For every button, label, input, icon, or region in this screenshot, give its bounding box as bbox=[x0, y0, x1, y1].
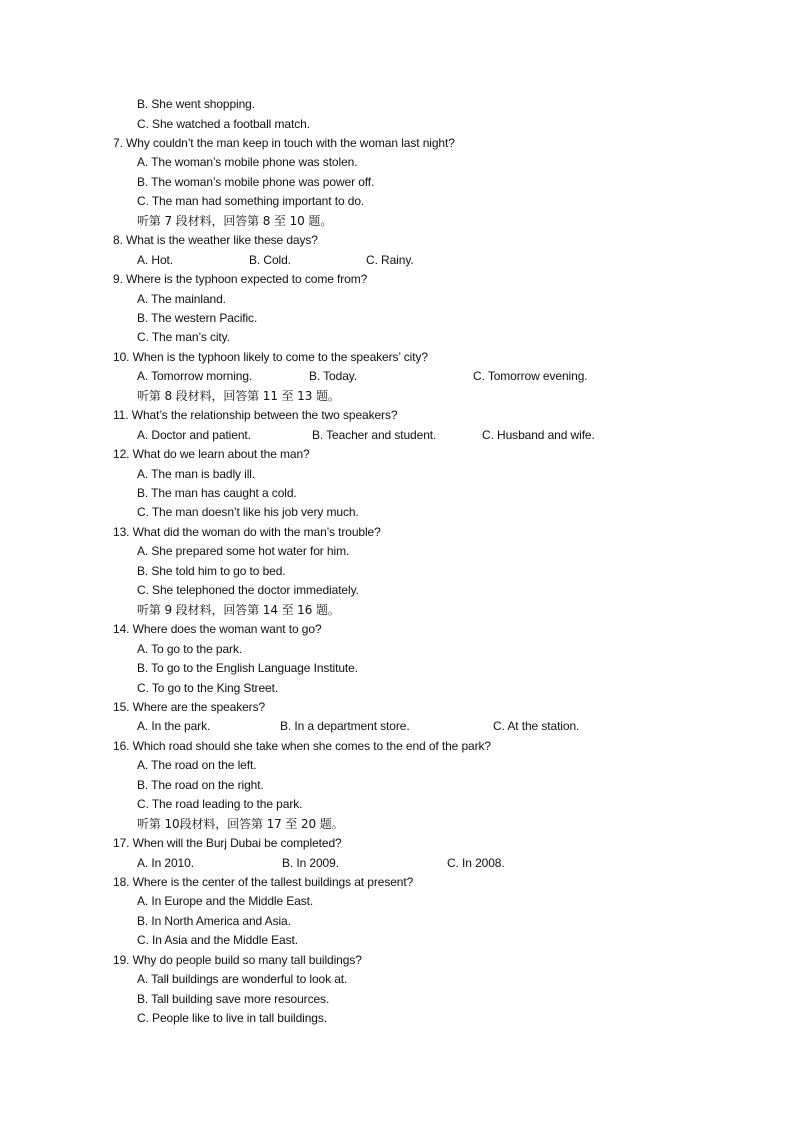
option-text: A. In the park. bbox=[137, 719, 211, 734]
option-line bbox=[0, 679, 794, 697]
option-line bbox=[0, 328, 794, 346]
question-text: 8. What is the weather like these days? bbox=[113, 233, 318, 248]
option-text: A. The road on the left. bbox=[137, 758, 257, 773]
option-line bbox=[0, 717, 794, 735]
option-line bbox=[0, 659, 794, 677]
option-line bbox=[0, 426, 794, 444]
section-instruction bbox=[0, 212, 794, 230]
option-line bbox=[0, 912, 794, 930]
option-text: A. In Europe and the Middle East. bbox=[137, 894, 314, 909]
option-text: A. She prepared some hot water for him. bbox=[137, 544, 350, 559]
question-text: 15. Where are the speakers? bbox=[113, 699, 266, 714]
option-text: C. In 2008. bbox=[447, 855, 505, 870]
option-line bbox=[0, 776, 794, 794]
option-line bbox=[0, 153, 794, 171]
option-line bbox=[0, 756, 794, 774]
option-line bbox=[0, 581, 794, 599]
option-text: B. In a department store. bbox=[280, 719, 410, 734]
option-text: C. People like to live in tall buildings. bbox=[137, 1011, 328, 1026]
option-text: C. To go to the King Street. bbox=[137, 680, 279, 695]
option-text: C. The road leading to the park. bbox=[137, 797, 303, 812]
option-text: B. Cold. bbox=[249, 252, 291, 267]
question-line bbox=[0, 348, 794, 366]
option-text: B. The road on the right. bbox=[137, 777, 264, 792]
option-text: C. Husband and wife. bbox=[482, 427, 595, 442]
section-text: 听第 7 段材料，回答第 8 至 10 题。 bbox=[137, 213, 333, 228]
option-line bbox=[0, 309, 794, 327]
option-text: A. Doctor and patient. bbox=[137, 427, 251, 442]
option-text: B. The western Pacific. bbox=[137, 310, 258, 325]
option-text: C. The man doesn’t like his job very much. bbox=[137, 505, 359, 520]
question-text: 9. Where is the typhoon expected to come from? bbox=[113, 272, 368, 286]
option-text: A. The woman’s mobile phone was stolen. bbox=[137, 155, 358, 170]
option-line bbox=[0, 970, 794, 988]
question-text: 13. What did the woman do with the man’s trouble? bbox=[113, 524, 381, 539]
question-line bbox=[0, 834, 794, 852]
option-text: C. The man had something important to do. bbox=[137, 194, 365, 209]
option-line bbox=[0, 892, 794, 910]
option-text: B. Today. bbox=[309, 369, 358, 384]
question-text: 17. When will the Burj Dubai be completed? bbox=[113, 836, 342, 851]
question-text: 11. What’s the relationship between the two speakers? bbox=[113, 408, 398, 423]
option-line bbox=[0, 990, 794, 1008]
option-text: A. The man is badly ill. bbox=[137, 466, 256, 481]
question-line bbox=[0, 134, 794, 152]
option-line bbox=[0, 542, 794, 560]
question-text: 7. Why couldn’t the man keep in touch with the woman last night? bbox=[113, 135, 455, 150]
option-text: B. The man has caught a cold. bbox=[137, 486, 297, 500]
option-text: C. The man’s city. bbox=[137, 330, 230, 345]
question-text: 12. What do we learn about the man? bbox=[113, 447, 310, 462]
option-text: A. Hot. bbox=[137, 252, 173, 267]
question-line bbox=[0, 406, 794, 424]
option-line bbox=[0, 173, 794, 191]
question-text: 16. Which road should she take when she comes to the end of the park? bbox=[113, 738, 492, 753]
section-instruction bbox=[0, 601, 794, 619]
question-line bbox=[0, 445, 794, 463]
option-line bbox=[0, 503, 794, 521]
option-text: B. The woman’s mobile phone was power off. bbox=[137, 174, 375, 189]
option-text: A. Tall buildings are wonderful to look at. bbox=[137, 972, 348, 987]
question-text: 14. Where does the woman want to go? bbox=[113, 622, 322, 637]
option-text: A. In 2010. bbox=[137, 855, 194, 870]
option-text: C. She telephoned the doctor immediately. bbox=[137, 583, 359, 598]
option-line bbox=[0, 290, 794, 308]
section-text: 听第 8 段材料，回答第 11 至 13 题。 bbox=[137, 388, 340, 403]
option-text: A. To go to the park. bbox=[137, 641, 243, 656]
option-text: A. Tomorrow morning. bbox=[137, 369, 253, 384]
question-line bbox=[0, 698, 794, 716]
section-text: 听第 10段材料，回答第 17 至 20 题。 bbox=[137, 816, 344, 831]
option-text: B. Teacher and student. bbox=[312, 427, 437, 442]
option-text: C. At the station. bbox=[493, 719, 580, 734]
option-text: C. In Asia and the Middle East. bbox=[137, 933, 298, 948]
option-line bbox=[0, 795, 794, 813]
question-line bbox=[0, 951, 794, 969]
option-line bbox=[0, 367, 794, 385]
option-line bbox=[0, 562, 794, 580]
section-instruction bbox=[0, 815, 794, 833]
question-text: 10. When is the typhoon likely to come to the speakers’ city? bbox=[113, 349, 428, 364]
question-line bbox=[0, 523, 794, 541]
option-text: C. Tomorrow evening. bbox=[473, 369, 588, 384]
option-line bbox=[0, 931, 794, 949]
option-line bbox=[0, 251, 794, 269]
question-line bbox=[0, 270, 794, 288]
option-line bbox=[0, 95, 794, 113]
option-text: B. In North America and Asia. bbox=[137, 913, 291, 928]
option-line bbox=[0, 854, 794, 872]
question-line bbox=[0, 737, 794, 755]
section-instruction bbox=[0, 387, 794, 405]
option-line bbox=[0, 640, 794, 658]
option-text: B. She told him to go to bed. bbox=[137, 563, 286, 578]
question-line bbox=[0, 873, 794, 891]
option-line bbox=[0, 484, 794, 502]
section-text: 听第 9 段材料，回答第 14 至 16 题。 bbox=[137, 602, 340, 617]
question-line bbox=[0, 620, 794, 638]
question-text: 18. Where is the center of the tallest buildings at present? bbox=[113, 875, 414, 889]
option-text: C. Rainy. bbox=[366, 252, 414, 267]
option-text: A. The mainland. bbox=[137, 291, 226, 306]
question-line bbox=[0, 231, 794, 249]
option-text: B. She went shopping. bbox=[137, 97, 255, 111]
option-text: C. She watched a football match. bbox=[137, 116, 310, 131]
option-line bbox=[0, 192, 794, 210]
option-text: B. To go to the English Language Institute. bbox=[137, 661, 358, 675]
option-line bbox=[0, 115, 794, 133]
question-text: 19. Why do people build so many tall buildings? bbox=[113, 952, 362, 967]
option-line bbox=[0, 465, 794, 483]
option-line bbox=[0, 1009, 794, 1027]
option-text: B. Tall building save more resources. bbox=[137, 991, 330, 1006]
option-text: B. In 2009. bbox=[282, 855, 339, 870]
